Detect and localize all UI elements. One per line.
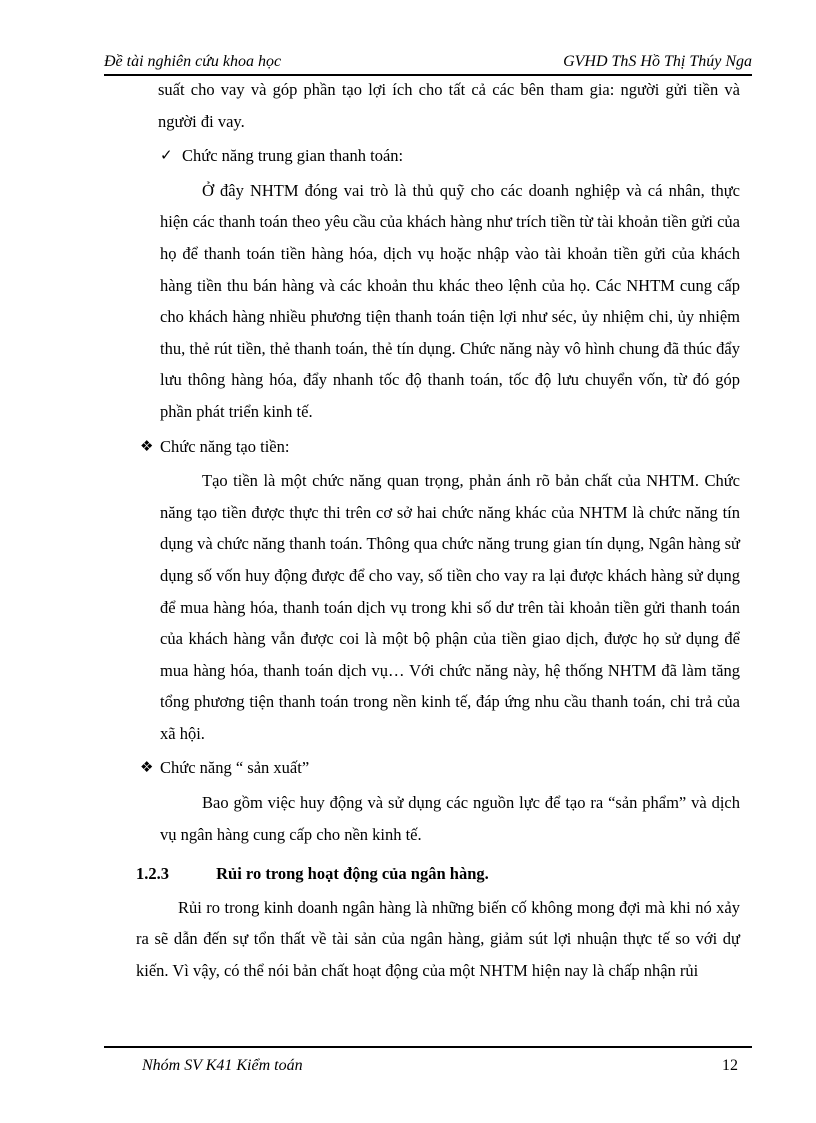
bullet-item-2 — [140, 752, 740, 784]
paragraph-2: Ở đây NHTM đóng vai trò là thủ quỹ cho các doanh nghiệp và cá nhân, thực hiện các thanh toán theo yêu cầu của khách hàng như trích tiền từ tài khoản tiền gửi của họ để thanh toán tiền hàng hóa, dịch vụ hoặc nhập vào tài khoản tiền gửi của khách hàng tiền thu bán hàng và các khoản thu khác theo lệnh của họ. Các NHTM cung cấp cho khách hàng nhiều phương tiện thanh toán tiện lợi như séc, ủy nhiệm chi, ủy nhiệm thu, thẻ rút tiền, thẻ thanh toán, thẻ tín dụng. Chức năng này vô hình chung đã thúc đẩy lưu thông hàng hóa, đẩy nhanh tốc độ thanh toán, tốc độ lưu chuyển vốn, từ đó góp phần phát triển kinh tế. — [160, 180, 740, 421]
diamond-bullet-icon: ❖ — [140, 436, 154, 455]
bullet-item-1 — [140, 431, 740, 463]
check-item — [160, 140, 740, 172]
page-number: 12 — [722, 1057, 738, 1074]
section-heading — [136, 858, 740, 890]
paragraph-3: Tạo tiền là một chức năng quan trọng, phản ánh rõ bản chất của NHTM. Chức năng tạo tiền được thực thi trên cơ sở hai chức năng khác của NHTM là chức năng tín dụng và chức năng thanh toán. Thông qua chức năng trung gian tín dụng, Ngân hàng sử dụng số vốn huy động được để cho vay, số tiền cho vay ra lại được khách hàng sử dụng để mua hàng hóa, thanh toán dịch vụ trong khi số dư trên tài khoản tiền gửi thanh toán của khách hàng vẫn được coi là một bộ phận của tiền giao dịch, được họ sử dụng để mua hàng hóa, thanh toán dịch vụ… Với chức năng này, hệ thống NHTM đã làm tăng tổng phương tiện thanh toán trong nền kinh tế, đáp ứng nhu cầu thanh toán, chi trả của xã hội. — [160, 471, 740, 743]
footer-group: Nhóm SV K41 Kiểm toán — [142, 1057, 303, 1074]
checkmark-icon: ✓ — [160, 146, 173, 165]
page-footer — [104, 1046, 752, 1082]
diamond-bullet-icon: ❖ — [140, 758, 154, 777]
check-item-label: Chức năng trung gian thanh toán: — [182, 146, 404, 166]
header-supervisor: GVHD ThS Hồ Thị Thúy Nga — [563, 53, 752, 70]
paragraph-4: Bao gồm việc huy động và sử dụng các nguồn lực để tạo ra “sản phẩm” và dịch vụ ngân hàng cung cấp cho nền kinh tế. — [160, 793, 740, 844]
paragraph-1: suất cho vay và góp phần tạo lợi ích cho tất cả các bên tham gia: người gửi tiền và người đi vay. — [158, 80, 740, 131]
bullet-item-2-label: Chức năng “ sản xuất” — [160, 758, 310, 778]
paragraph-5: Rủi ro trong kinh doanh ngân hàng là những biến cố không mong đợi mà khi nó xảy ra sẽ dẫn đến sự tổn thất về tài sản của ngân hàng, giảm sút lợi nhuận thực tế so với dự kiến. Vì vậy, có thể nói bản chất hoạt động của một NHTM hiện nay là chấp nhận rủi — [136, 897, 740, 981]
page-content — [136, 74, 740, 987]
section-number: 1.2.3 — [136, 864, 169, 884]
section-title: Rủi ro trong hoạt động của ngân hàng. — [216, 864, 489, 884]
header-title: Đề tài nghiên cứu khoa học — [104, 53, 282, 70]
bullet-item-1-label: Chức năng tạo tiền: — [160, 436, 290, 456]
page-header — [104, 52, 752, 76]
